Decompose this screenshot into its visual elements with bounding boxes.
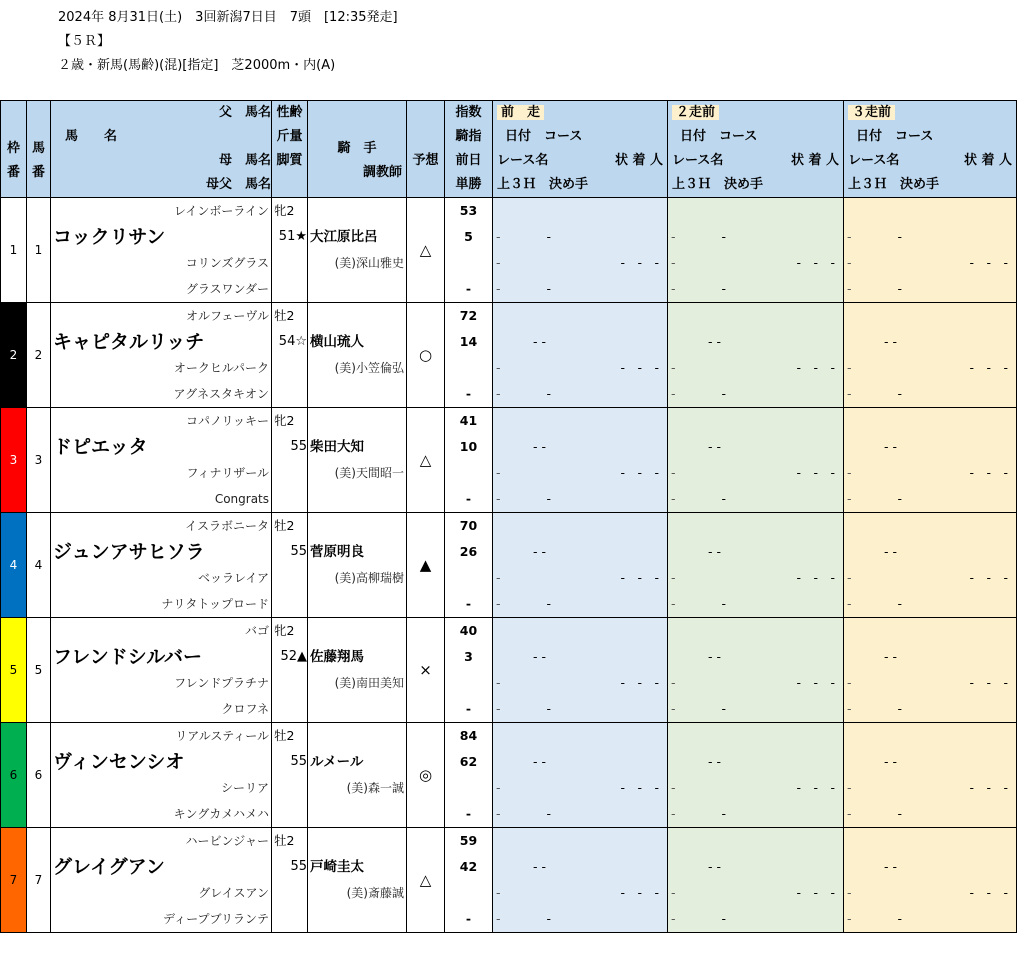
past-race-2-cell: - - - -: [668, 460, 844, 486]
prediction-mark: △: [407, 408, 445, 513]
col-umaban: 馬 番: [27, 101, 51, 198]
maternal-father-name: Congrats: [51, 486, 272, 513]
running-style: [272, 670, 308, 696]
past-race-2-cell: [668, 723, 844, 750]
maternal-father-name: ディープブリランテ: [51, 906, 272, 933]
table-row: [1, 460, 1017, 486]
table-row: [1, 618, 1017, 645]
col-blank: [272, 173, 308, 198]
blank-cell: [272, 486, 308, 513]
blank-cell: [272, 696, 308, 723]
col-prev1-date: 日付 コース: [493, 125, 668, 149]
jockey-index: 10: [445, 434, 493, 460]
past-race-1-cell: - -: [493, 644, 668, 670]
table-row: [1, 303, 1017, 330]
frame-number: 2: [1, 303, 27, 408]
table-row: [1, 828, 1017, 855]
col-prev2-race: レース名 状 着 人: [668, 149, 844, 173]
past-race-1-cell: - -: [493, 696, 668, 723]
frame-number: 7: [1, 828, 27, 933]
past-race-2-cell: - -: [668, 644, 844, 670]
frame-number: 5: [1, 618, 27, 723]
past-race-1-cell: - - - -: [493, 460, 668, 486]
past-race-1-cell: - - - -: [493, 775, 668, 801]
blank-cell: [272, 801, 308, 828]
table-row: [1, 513, 1017, 540]
col-prev3-last3f: 上３Ｈ 決め手: [844, 173, 1017, 198]
index-value: 53: [445, 198, 493, 225]
win-odds: -: [445, 276, 493, 303]
jockey-index: 26: [445, 539, 493, 565]
past-race-2-cell: - - - -: [668, 565, 844, 591]
blank-cell: [308, 801, 407, 828]
table-row: [1, 408, 1017, 435]
table-row: [1, 854, 1017, 880]
col-prev3-race: レース名 状 着 人: [844, 149, 1017, 173]
table-row: [1, 198, 1017, 225]
table-row: [1, 644, 1017, 670]
frame-number: 3: [1, 408, 27, 513]
col-prev2-title: ２走前: [668, 101, 844, 126]
past-race-2-cell: - -: [668, 224, 844, 250]
past-race-3-cell: - - - -: [844, 880, 1017, 906]
weight: 52▲: [272, 644, 308, 670]
past-race-3-cell: [844, 618, 1017, 645]
jockey-index: 5: [445, 224, 493, 250]
father-name: オルフェーヴル: [51, 303, 272, 330]
mother-name: シーリア: [51, 775, 272, 801]
running-style: [272, 565, 308, 591]
past-race-1-cell: [493, 408, 668, 435]
past-race-2-cell: [668, 303, 844, 330]
sex-age: 牡2: [272, 828, 308, 855]
past-race-1-cell: - - - -: [493, 355, 668, 381]
past-race-3-cell: [844, 513, 1017, 540]
horse-name[interactable]: ジュンアサヒソラ: [51, 539, 272, 565]
horse-name[interactable]: フレンドシルバー: [51, 644, 272, 670]
table-row: [1, 880, 1017, 906]
prediction-mark: △: [407, 198, 445, 303]
running-style: [272, 250, 308, 276]
past-race-3-cell: - -: [844, 276, 1017, 303]
mother-name: フレンドプラチナ: [51, 670, 272, 696]
weight: 54☆: [272, 329, 308, 355]
blank-cell: [308, 696, 407, 723]
horse-name[interactable]: キャピタルリッチ: [51, 329, 272, 355]
previous-day-index: [445, 355, 493, 381]
blank-cell: [272, 591, 308, 618]
blank-cell: [272, 906, 308, 933]
trainer-name: (美)高柳瑞樹: [308, 565, 407, 591]
sex-age: 牡2: [272, 303, 308, 330]
past-race-3-cell: - -: [844, 801, 1017, 828]
past-race-1-cell: - -: [493, 224, 668, 250]
horse-number: 5: [27, 618, 51, 723]
past-race-1-cell: - -: [493, 906, 668, 933]
sex-age: 牡2: [272, 723, 308, 750]
table-row: [1, 486, 1017, 513]
weight: 51★: [272, 224, 308, 250]
table-row: [1, 381, 1017, 408]
past-race-2-cell: - -: [668, 486, 844, 513]
past-race-2-cell: [668, 828, 844, 855]
previous-day-index: [445, 250, 493, 276]
horse-name[interactable]: グレイグアン: [51, 854, 272, 880]
previous-day-index: [445, 775, 493, 801]
table-row: [1, 539, 1017, 565]
past-race-1-cell: - -: [493, 854, 668, 880]
father-name: レインボーライン: [51, 198, 272, 225]
horse-number: 6: [27, 723, 51, 828]
jockey-name[interactable]: ルメール: [308, 749, 407, 775]
col-prev3-date: 日付 コース: [844, 125, 1017, 149]
past-race-3-cell: - -: [844, 539, 1017, 565]
table-row: [1, 723, 1017, 750]
past-race-1-cell: [493, 828, 668, 855]
sex-age: 牡2: [272, 513, 308, 540]
win-odds: -: [445, 591, 493, 618]
jockey-name[interactable]: 大江原比呂: [308, 224, 407, 250]
index-value: 72: [445, 303, 493, 330]
past-race-2-cell: - -: [668, 906, 844, 933]
past-race-2-cell: - -: [668, 381, 844, 408]
jockey-blank: [308, 408, 407, 435]
mother-name: フィナリザール: [51, 460, 272, 486]
horse-number: 3: [27, 408, 51, 513]
col-idx: 指数: [445, 101, 493, 126]
father-name: リアルスティール: [51, 723, 272, 750]
running-style: [272, 460, 308, 486]
blank-cell: [308, 906, 407, 933]
past-race-3-cell: - -: [844, 644, 1017, 670]
previous-day-index: [445, 670, 493, 696]
frame-number: 6: [1, 723, 27, 828]
past-race-1-cell: - -: [493, 801, 668, 828]
horse-name[interactable]: ヴィンセンシオ: [51, 749, 272, 775]
past-race-1-cell: - - - -: [493, 565, 668, 591]
blank-cell: [272, 381, 308, 408]
win-odds: -: [445, 381, 493, 408]
table-row: [1, 434, 1017, 460]
horse-number: 4: [27, 513, 51, 618]
trainer-name: (美)南田美知: [308, 670, 407, 696]
past-race-3-cell: [844, 198, 1017, 225]
table-row: [1, 276, 1017, 303]
past-race-1-cell: - -: [493, 591, 668, 618]
prediction-mark: △: [407, 828, 445, 933]
past-race-1-cell: - -: [493, 381, 668, 408]
col-prev1-race: レース名 状 着 人: [493, 149, 668, 173]
past-race-1-cell: - -: [493, 434, 668, 460]
past-race-1-cell: [493, 198, 668, 225]
past-race-3-cell: - -: [844, 591, 1017, 618]
entry-table: [0, 100, 1017, 933]
past-race-3-cell: - -: [844, 329, 1017, 355]
trainer-name: (美)天間昭一: [308, 460, 407, 486]
mother-name: コリンズグラス: [51, 250, 272, 276]
trainer-name: (美)深山雅史: [308, 250, 407, 276]
past-race-1-cell: - - - -: [493, 880, 668, 906]
father-name: バゴ: [51, 618, 272, 645]
table-header: [1, 101, 1017, 198]
running-style: [272, 775, 308, 801]
past-race-3-cell: [844, 828, 1017, 855]
running-style: [272, 880, 308, 906]
past-race-1-cell: [493, 618, 668, 645]
col-mfather: 母父 馬名: [51, 173, 272, 198]
mother-name: オークヒルパーク: [51, 355, 272, 381]
jockey-name[interactable]: 横山琉人: [308, 329, 407, 355]
index-value: 41: [445, 408, 493, 435]
prediction-mark: ▲: [407, 513, 445, 618]
table-row: [1, 749, 1017, 775]
win-odds: -: [445, 486, 493, 513]
col-sexage: 性齢: [272, 101, 308, 126]
horse-name[interactable]: ドピエッタ: [51, 434, 272, 460]
past-race-2-cell: - -: [668, 591, 844, 618]
frame-number: 4: [1, 513, 27, 618]
past-race-2-cell: - -: [668, 801, 844, 828]
frame-number: 1: [1, 198, 27, 303]
weight: 55: [272, 749, 308, 775]
blank-cell: [308, 276, 407, 303]
table-row: [1, 801, 1017, 828]
past-race-2-cell: - -: [668, 329, 844, 355]
past-race-3-cell: - -: [844, 434, 1017, 460]
jockey-name[interactable]: 柴田大知: [308, 434, 407, 460]
blank-cell: [272, 276, 308, 303]
table-row: [1, 591, 1017, 618]
past-race-2-cell: - - - -: [668, 250, 844, 276]
past-race-3-cell: - -: [844, 906, 1017, 933]
past-race-2-cell: - -: [668, 276, 844, 303]
past-race-2-cell: [668, 198, 844, 225]
horse-name[interactable]: コックリサン: [51, 224, 272, 250]
index-value: 59: [445, 828, 493, 855]
past-race-1-cell: [493, 303, 668, 330]
jockey-name[interactable]: 戸崎圭太: [308, 854, 407, 880]
jockey-blank: [308, 303, 407, 330]
maternal-father-name: アグネスタキオン: [51, 381, 272, 408]
past-race-3-cell: [844, 408, 1017, 435]
trainer-name: (美)森一誠: [308, 775, 407, 801]
table-row: [1, 696, 1017, 723]
previous-day-index: [445, 460, 493, 486]
previous-day-index: [445, 880, 493, 906]
past-race-3-cell: - - - -: [844, 775, 1017, 801]
past-race-1-cell: - -: [493, 486, 668, 513]
col-prev1-title: 前 走: [493, 101, 668, 126]
prediction-mark: ○: [407, 303, 445, 408]
past-race-3-cell: - -: [844, 749, 1017, 775]
col-prev2-date: 日付 コース: [668, 125, 844, 149]
col-style: 脚質: [272, 149, 308, 173]
col-father: 父 馬名: [51, 101, 272, 126]
past-race-3-cell: - -: [844, 854, 1017, 880]
horse-number: 7: [27, 828, 51, 933]
horse-rows: [1, 198, 1017, 933]
table-row: [1, 329, 1017, 355]
table-row: [1, 775, 1017, 801]
col-yoso: 予想: [407, 101, 445, 198]
jockey-name[interactable]: 佐藤翔馬: [308, 644, 407, 670]
jockey-blank: [308, 618, 407, 645]
mother-name: ベッラレイア: [51, 565, 272, 591]
blank-cell: [308, 591, 407, 618]
sex-age: 牝2: [272, 408, 308, 435]
past-race-2-cell: - -: [668, 434, 844, 460]
trainer-name: (美)斎藤誠: [308, 880, 407, 906]
prediction-mark: ×: [407, 618, 445, 723]
past-race-2-cell: - -: [668, 749, 844, 775]
past-race-2-cell: [668, 513, 844, 540]
col-prev2-last3f: 上３Ｈ 決め手: [668, 173, 844, 198]
blank-cell: [308, 486, 407, 513]
col-prev1-last3f: 上３Ｈ 決め手: [493, 173, 668, 198]
past-race-3-cell: [844, 723, 1017, 750]
sex-age: 牝2: [272, 618, 308, 645]
past-race-1-cell: [493, 723, 668, 750]
past-race-3-cell: - -: [844, 224, 1017, 250]
weight: 55: [272, 539, 308, 565]
past-race-3-cell: - - - -: [844, 670, 1017, 696]
col-zenjitsu: 前日: [445, 149, 493, 173]
weight: 55: [272, 434, 308, 460]
past-race-3-cell: - - - -: [844, 460, 1017, 486]
table-row: [1, 670, 1017, 696]
past-race-2-cell: - - - -: [668, 880, 844, 906]
col-weight: 斤量: [272, 125, 308, 149]
past-race-3-cell: - -: [844, 381, 1017, 408]
jockey-blank: [308, 198, 407, 225]
jockey-index: 3: [445, 644, 493, 670]
col-prev3-title: ３走前: [844, 101, 1017, 126]
past-race-2-cell: - - - -: [668, 775, 844, 801]
blank-cell: [308, 381, 407, 408]
past-race-1-cell: - -: [493, 329, 668, 355]
past-race-3-cell: [844, 303, 1017, 330]
weight: 55: [272, 854, 308, 880]
running-style: [272, 355, 308, 381]
table-row: [1, 250, 1017, 276]
maternal-father-name: グラスワンダー: [51, 276, 272, 303]
race-conditions: ２歳・新馬(馬齢)(混)[指定] 芝2000m・内(A): [58, 58, 336, 73]
maternal-father-name: キングカメハメハ: [51, 801, 272, 828]
jockey-index: 42: [445, 854, 493, 880]
maternal-father-name: クロフネ: [51, 696, 272, 723]
jockey-blank: [308, 828, 407, 855]
past-race-2-cell: - - - -: [668, 670, 844, 696]
past-race-2-cell: [668, 618, 844, 645]
past-race-2-cell: - -: [668, 854, 844, 880]
jockey-name[interactable]: 菅原明良: [308, 539, 407, 565]
horse-number: 2: [27, 303, 51, 408]
sex-age: 牝2: [272, 198, 308, 225]
col-horse-name: 馬 名: [51, 125, 272, 149]
index-value: 70: [445, 513, 493, 540]
jockey-blank: [308, 513, 407, 540]
table-row: [1, 906, 1017, 933]
col-tansho: 単勝: [445, 173, 493, 198]
past-race-3-cell: - -: [844, 486, 1017, 513]
col-jockey-trainer: 騎 手 調教師: [308, 101, 407, 198]
table-row: [1, 355, 1017, 381]
trainer-name: (美)小笠倫弘: [308, 355, 407, 381]
past-race-2-cell: - -: [668, 696, 844, 723]
prediction-mark: ◎: [407, 723, 445, 828]
index-value: 40: [445, 618, 493, 645]
past-race-1-cell: [493, 513, 668, 540]
table-row: [1, 224, 1017, 250]
jockey-blank: [308, 723, 407, 750]
col-mother: 母 馬名: [51, 149, 272, 173]
jockey-index: 14: [445, 329, 493, 355]
past-race-3-cell: - - - -: [844, 355, 1017, 381]
father-name: ハービンジャー: [51, 828, 272, 855]
past-race-1-cell: - - - -: [493, 670, 668, 696]
past-race-1-cell: - -: [493, 749, 668, 775]
mother-name: グレイスアン: [51, 880, 272, 906]
past-race-2-cell: - -: [668, 539, 844, 565]
win-odds: -: [445, 906, 493, 933]
past-race-3-cell: - - - -: [844, 250, 1017, 276]
past-race-2-cell: [668, 408, 844, 435]
win-odds: -: [445, 801, 493, 828]
past-race-1-cell: - -: [493, 276, 668, 303]
previous-day-index: [445, 565, 493, 591]
win-odds: -: [445, 696, 493, 723]
father-name: イスラボニータ: [51, 513, 272, 540]
maternal-father-name: ナリタトップロード: [51, 591, 272, 618]
col-waku: 枠 番: [1, 101, 27, 198]
col-kishi: 騎指: [445, 125, 493, 149]
table-row: [1, 565, 1017, 591]
father-name: コパノリッキー: [51, 408, 272, 435]
index-value: 84: [445, 723, 493, 750]
past-race-3-cell: - -: [844, 696, 1017, 723]
race-number: 【５Ｒ】: [58, 34, 111, 49]
race-date-line: 2024年 8月31日(土) 3回新潟7日目 7頭 [12:35発走]: [58, 10, 398, 25]
past-race-1-cell: - -: [493, 539, 668, 565]
past-race-2-cell: - - - -: [668, 355, 844, 381]
jockey-index: 62: [445, 749, 493, 775]
past-race-3-cell: - - - -: [844, 565, 1017, 591]
horse-number: 1: [27, 198, 51, 303]
past-race-1-cell: - - - -: [493, 250, 668, 276]
